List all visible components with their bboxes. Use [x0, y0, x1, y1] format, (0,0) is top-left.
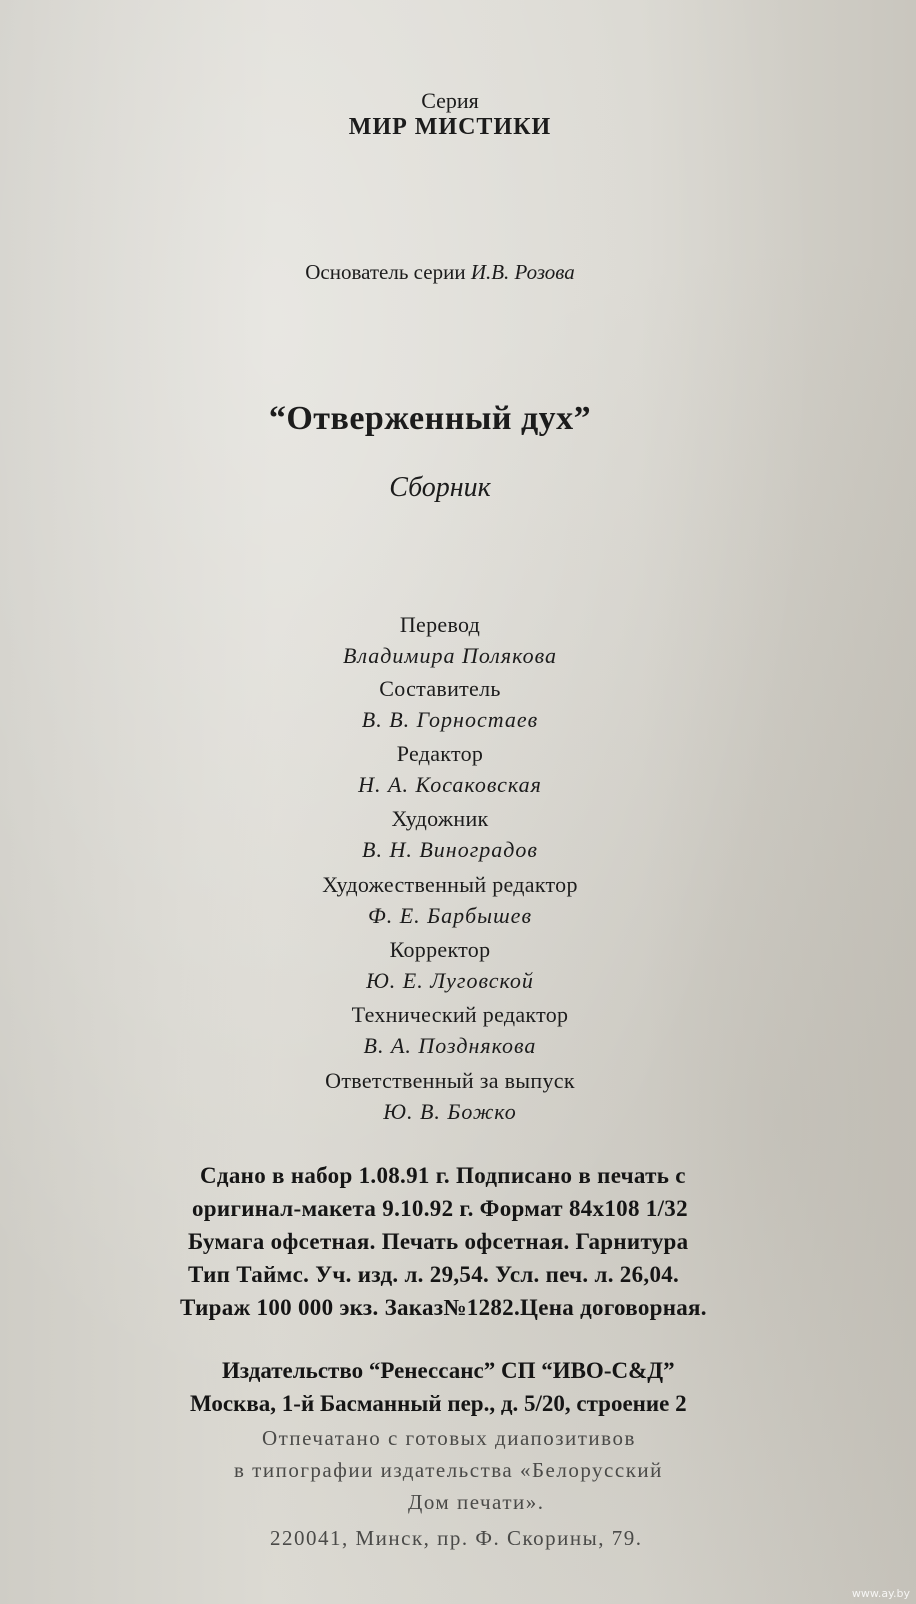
printer-line: Отпечатано с готовых диапозитивов — [262, 1426, 636, 1450]
credit-person: В. В. Горностаев — [361, 707, 539, 732]
imprint-line: Тип Таймс. Уч. изд. л. 29,54. Усл. печ. л. 26,04. — [188, 1262, 680, 1287]
publisher-line: Издательство “Ренессанс” СП “ИВО-С&Д” — [222, 1358, 675, 1383]
imprint-line: оригинал-макета 9.10.92 г. Формат 84х108 1/32 — [192, 1196, 688, 1221]
printer-line: Дом печати». — [408, 1490, 545, 1514]
founder-name: И.В. Розова — [470, 260, 575, 284]
imprint-line: Тираж 100 000 экз. Заказ№1282.Цена договорная. — [180, 1295, 707, 1320]
credit-person: Ю. Е. Луговской — [366, 968, 534, 993]
imprint-line: Сдано в набор 1.08.91 г. Подписано в печать с — [200, 1163, 686, 1188]
credit-role: Составитель — [379, 676, 501, 701]
series-label: Серия — [421, 88, 479, 113]
watermark: www.ay.by — [851, 1587, 910, 1600]
credit-role: Художественный редактор — [322, 872, 578, 897]
credit-person: Ю. В. Божко — [383, 1099, 517, 1124]
credit-person: Ф. Е. Барбышев — [368, 903, 532, 928]
credit-role: Ответственный за выпуск — [325, 1068, 575, 1093]
printer-line: в типографии издательства «Белорусский — [234, 1458, 663, 1482]
credit-role: Технический редактор — [351, 1002, 569, 1027]
printer-line: 220041, Минск, пр. Ф. Скорины, 79. — [270, 1526, 643, 1550]
series-name: МИР МИСТИКИ — [348, 114, 552, 140]
founder-label: Основатель серии — [305, 260, 466, 284]
credit-role: Перевод — [399, 612, 481, 637]
credit-person: В. А. Позднякова — [363, 1033, 537, 1058]
imprint-line: Бумага офсетная. Печать офсетная. Гарнитура — [188, 1229, 689, 1254]
book-title: “Отверженный дух” — [268, 400, 592, 437]
credit-role: Корректор — [389, 937, 491, 962]
credit-person: В. Н. Виноградов — [362, 837, 538, 862]
series-founder — [200, 260, 680, 285]
credit-role: Художник — [391, 806, 489, 831]
publisher-line: Москва, 1-й Басманный пер., д. 5/20, строение 2 — [190, 1391, 687, 1416]
credit-person: Н. А. Косаковская — [358, 772, 542, 797]
credit-role: Редактор — [396, 741, 484, 766]
book-subtitle: Сборник — [389, 472, 491, 503]
credit-person: Владимира Полякова — [343, 643, 557, 668]
